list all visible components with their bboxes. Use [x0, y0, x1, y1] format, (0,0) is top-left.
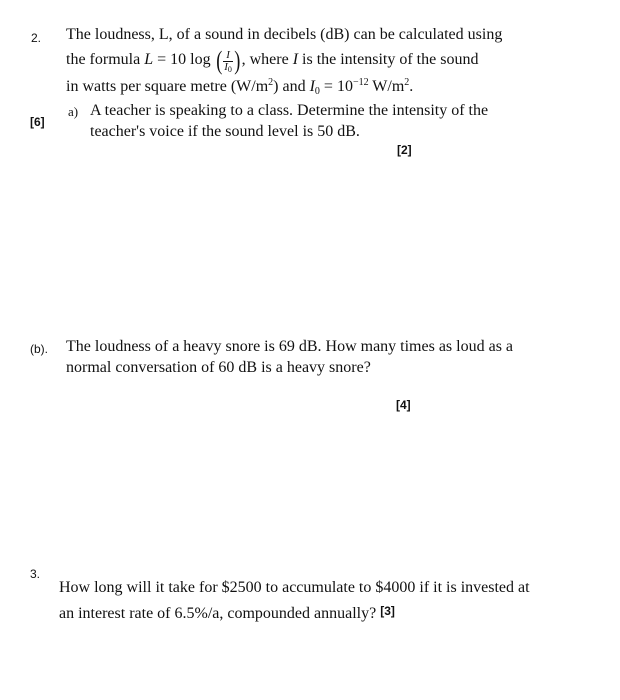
- question-2-intro-line-1: The loudness, L, of a sound in decibels (dB) can be calculated using: [66, 26, 503, 43]
- intensity-ratio-fraction: $\frac{I}{I_0}$: [224, 49, 232, 74]
- question-3-number: 3.: [30, 567, 41, 581]
- part-b-label: (b).: [30, 342, 48, 356]
- part-a-marks: [2]: [397, 143, 412, 157]
- question-3-line-1: How long will it take for $2500 to accumulate to $4000 if it is invested at: [59, 579, 530, 596]
- question-3-marks: [3]: [380, 604, 395, 618]
- part-a-line-2: teacher's voice if the sound level is 50 dB.: [90, 123, 360, 140]
- question-3-line-2: an interest rate of 6.5%/a, compounded annually? [3]: [59, 604, 395, 622]
- part-b-line-2: normal conversation of 60 dB is a heavy snore?: [66, 359, 371, 376]
- question-2-number: 2.: [31, 31, 42, 45]
- question-2-intro-line-3: in watts per square metre $(W/m^2)$ and $I_0 = 10^{-12}$ $W/m^2$.: [66, 77, 414, 97]
- question-2-total-marks: [6]: [30, 115, 45, 129]
- part-b-line-1: The loudness of a heavy snore is 69 dB. How many times as loud as a: [66, 338, 514, 355]
- part-a-label: a): [68, 104, 79, 119]
- question-2-intro-line-2: the formula L = 10 log ( $\frac{I}{I_0}$ ), where I is the intensity of the sound: [66, 46, 479, 75]
- part-a-line-1: A teacher is speaking to a class. Determine the intensity of the: [90, 102, 489, 119]
- part-b-marks: [4]: [396, 398, 411, 412]
